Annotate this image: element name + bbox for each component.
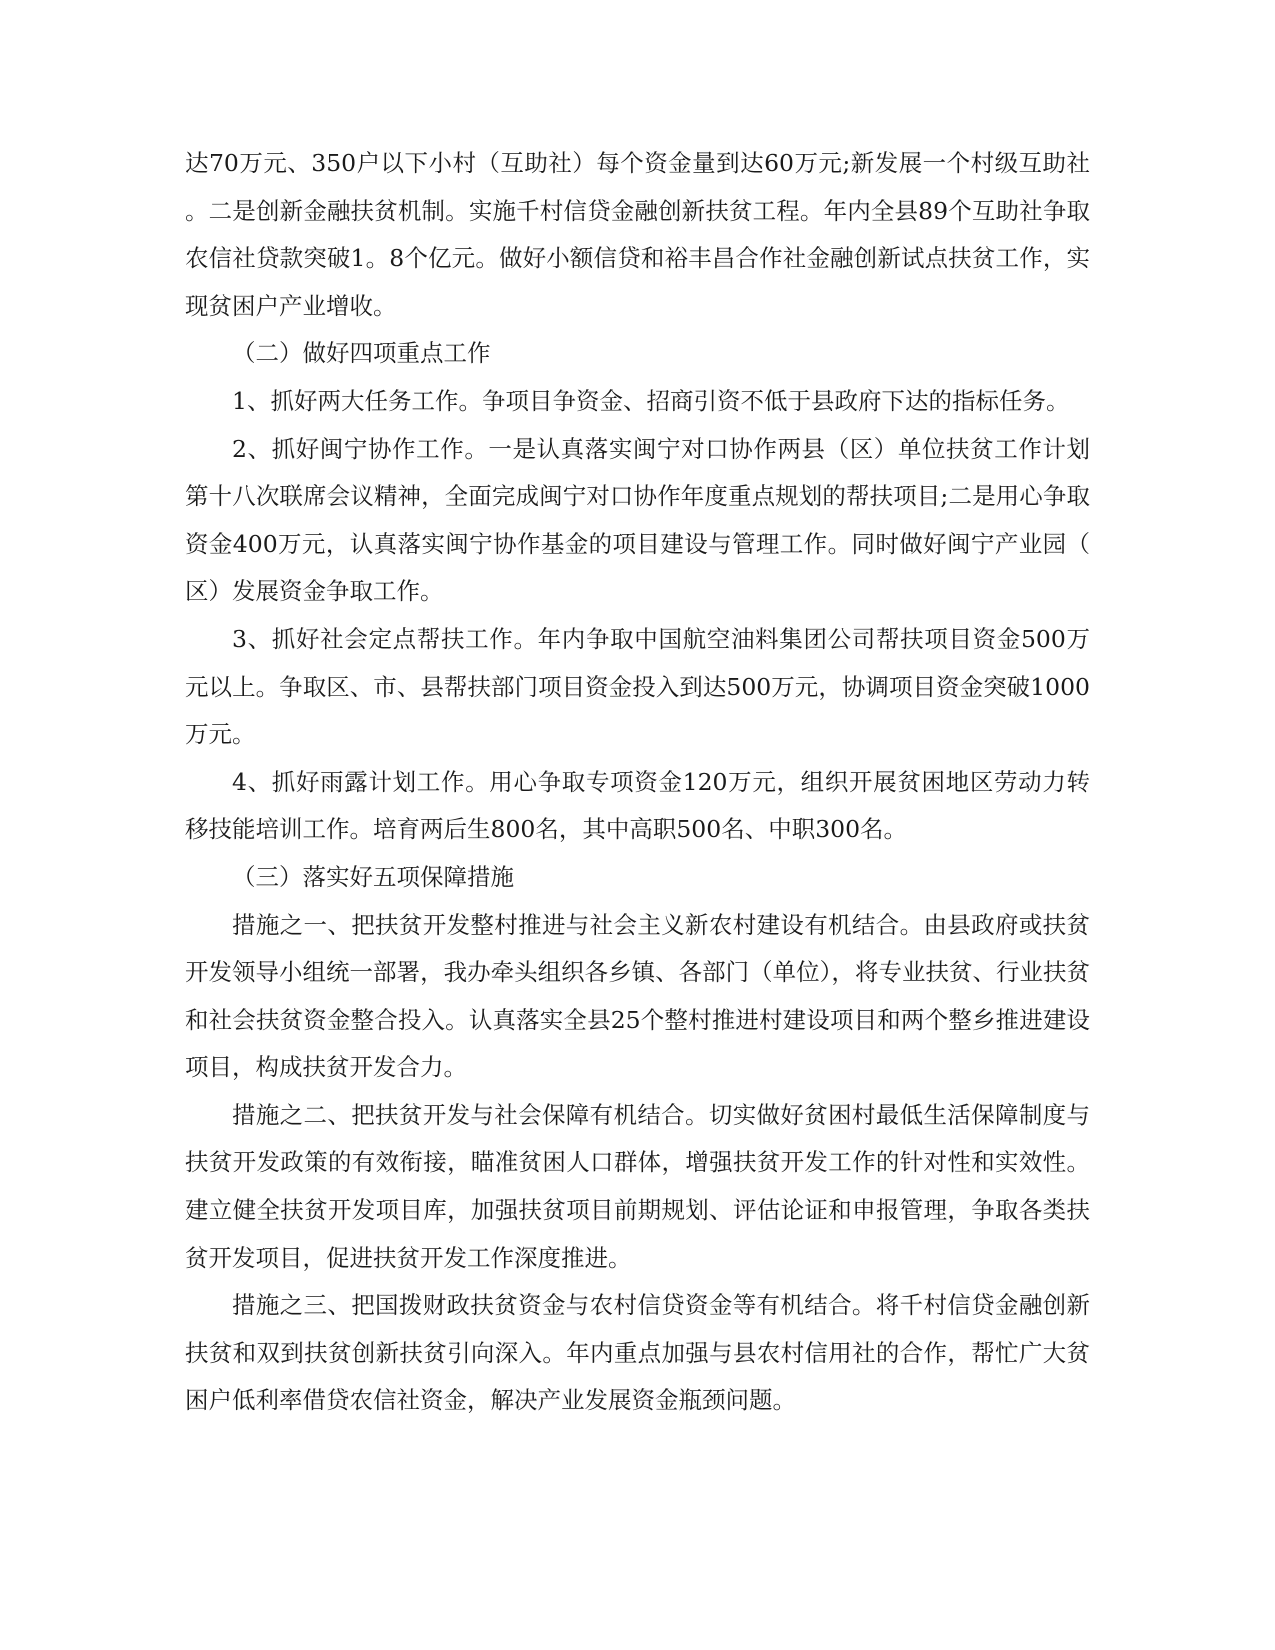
paragraph-continuation: 达70万元、350户以下小村（互助社）每个资金量到达60万元;新发展一个村级互助社。二是创新金融扶贫机制。实施千村信贷金融创新扶贫工程。年内全县89个互助社争取农信社贷款突破1。8个亿元。做好小额信贷和裕丰昌合作社金融创新试点扶贫工作，实现贫困户产业增收。 [185, 149, 1090, 320]
paragraph-measure-1: 措施之一、把扶贫开发整村推进与社会主义新农村建设有机结合。由县政府或扶贫开发领导小组统一部署，我办牵头组织各乡镇、各部门（单位），将专业扶贫、行业扶贫和社会扶贫资金整合投入。认真落实全县25个整村推进村建设项目和两个整乡推进建设项目，构成扶贫开发合力。 [185, 910, 1090, 1082]
paragraph-item-1: 1、抓好两大任务工作。争项目争资金、招商引资不低于县政府下达的指标任务。 [232, 386, 1070, 415]
section-heading-three: （三）落实好五项保障措施 [232, 862, 514, 891]
paragraph-item-3: 3、抓好社会定点帮扶工作。年内争取中国航空油料集团公司帮扶项目资金500万元以上。争取区、市、县帮扶部门项目资金投入到达500万元，协调项目资金突破1000万元。 [185, 624, 1090, 749]
paragraph-measure-2: 措施之二、把扶贫开发与社会保障有机结合。切实做好贫困村最低生活保障制度与扶贫开发政策的有效衔接，瞄准贫困人口群体，增强扶贫开发工作的针对性和实效性。建立健全扶贫开发项目库，加强扶贫项目前期规划、评估论证和申报管理，争取各类扶贫开发项目，促进扶贫开发工作深度推进。 [185, 1100, 1090, 1272]
paragraph-measure-3: 措施之三、把国拨财政扶贫资金与农村信贷资金等有机结合。将千村信贷金融创新扶贫和双到扶贫创新扶贫引向深入。年内重点加强与县农村信用社的合作，帮忙广大贫困户低利率借贷农信社资金，解决产业发展资金瓶颈问题。 [185, 1291, 1090, 1415]
section-heading-two: （二）做好四项重点工作 [232, 339, 491, 368]
document-body [185, 140, 1090, 1425]
paragraph-item-2: 2、抓好闽宁协作工作。一是认真落实闽宁对口协作两县（区）单位扶贫工作计划第十八次联席会议精神，全面完成闽宁对口协作年度重点规划的帮扶项目;二是用心争取资金400万元，认真落实闽宁协作基金的项目建设与管理工作。同时做好闽宁产业园（区）发展资金争取工作。 [185, 434, 1090, 606]
paragraph-item-4: 4、抓好雨露计划工作。用心争取专项资金120万元，组织开展贫困地区劳动力转移技能培训工作。培育两后生800名，其中高职500名、中职300名。 [185, 767, 1090, 844]
